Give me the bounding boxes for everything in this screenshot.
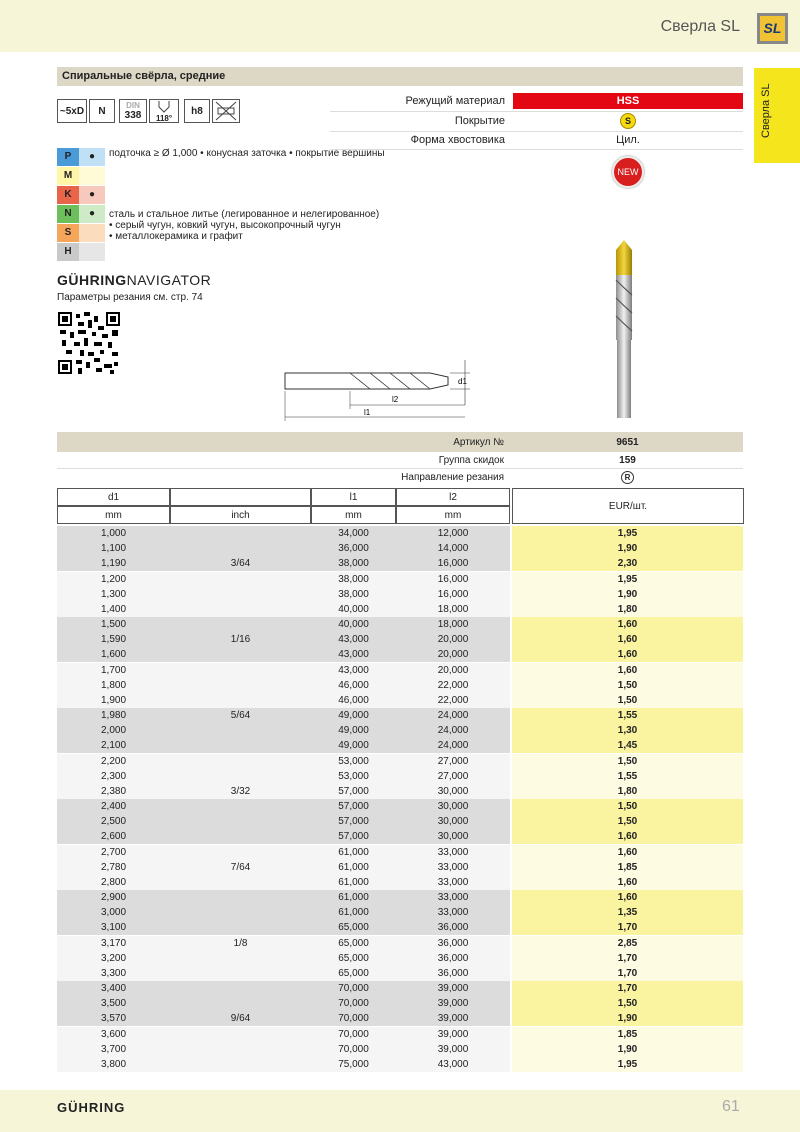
col-header-l1: l1 [311, 488, 396, 506]
cell-l1: 70,000 [338, 998, 369, 1009]
table-row [57, 693, 743, 708]
material-dot [79, 243, 105, 261]
diagram-label-l2: l2 [392, 395, 399, 404]
cell-l2: 30,000 [437, 785, 469, 797]
cell-d1: 1,900 [100, 694, 127, 706]
cell-price: 1,30 [617, 725, 638, 736]
drill-diagram [280, 355, 480, 425]
cell-d1: 3,400 [100, 983, 127, 994]
cell-l2: 36,000 [437, 967, 469, 979]
cell-d1: 1,100 [100, 543, 127, 554]
table-row [57, 587, 743, 602]
cell-l1: 46,000 [338, 679, 369, 691]
cell-l2: 39,000 [437, 1028, 469, 1040]
cell-l1: 49,000 [338, 740, 369, 751]
row-group [57, 708, 743, 753]
cell-price: 1,90 [617, 1043, 638, 1055]
cell-l1: 57,000 [338, 801, 369, 812]
cell-price: 1,45 [617, 740, 638, 751]
spec-label-coating: Покрытие [454, 115, 505, 127]
row-group [57, 890, 743, 935]
cell-d1: 2,900 [100, 892, 127, 903]
table-row [57, 920, 743, 935]
cell-l1: 36,000 [338, 543, 369, 554]
cell-d1: 3,800 [100, 1058, 127, 1070]
col-header-l2: l2 [396, 488, 510, 506]
material-dot [79, 167, 105, 185]
cell-l1: 43,000 [338, 649, 369, 660]
cell-l1: 40,000 [338, 619, 369, 630]
cell-price: 1,70 [617, 967, 638, 979]
table-row [57, 845, 743, 860]
din-icon: DIN 338 [119, 99, 147, 123]
cell-d1: 2,100 [100, 740, 127, 751]
cell-price: 1,80 [617, 603, 638, 615]
cell-l1: 61,000 [338, 876, 369, 888]
cell-price: 1,55 [617, 770, 638, 782]
cell-price: 1,60 [617, 831, 638, 842]
table-row [57, 814, 743, 829]
no-coolant-icon [212, 99, 240, 123]
row-group [57, 845, 743, 890]
cell-l2: 27,000 [437, 755, 469, 767]
table-row [57, 1011, 743, 1026]
cell-inch: 1/8 [233, 937, 248, 949]
cell-d1: 2,000 [100, 725, 127, 736]
material-code: M [57, 167, 79, 185]
cell-l2: 36,000 [437, 922, 469, 933]
diagram-label-d1: d1 [458, 377, 467, 386]
cell-price: 1,90 [617, 588, 638, 600]
table-row [57, 769, 743, 784]
footer-logo: GÜHRING [57, 1100, 126, 1115]
table-row [57, 647, 743, 662]
cell-l2: 27,000 [437, 770, 469, 782]
cell-l1: 38,000 [338, 588, 369, 600]
cell-l2: 30,000 [437, 831, 469, 842]
cell-d1: 1,980 [100, 710, 127, 721]
cell-d1: 1,200 [100, 573, 127, 585]
cell-price: 1,85 [617, 1028, 638, 1040]
table-row [57, 784, 743, 799]
table-row [57, 890, 743, 905]
cell-d1: 1,800 [100, 679, 127, 691]
row-group [57, 799, 743, 844]
cell-l2: 16,000 [437, 573, 469, 585]
material-group-s [57, 224, 105, 242]
length-icon: ~5xD [57, 99, 87, 123]
row-group [57, 1027, 743, 1072]
cell-l2: 24,000 [437, 740, 469, 751]
cell-l2: 18,000 [437, 603, 469, 615]
cell-inch: 3/64 [230, 558, 251, 569]
cell-l1: 43,000 [338, 664, 369, 676]
side-tab-label: Сверла SL [760, 83, 772, 138]
cell-l2: 30,000 [437, 816, 469, 827]
material-code: S [57, 224, 79, 242]
cell-l2: 20,000 [437, 664, 469, 676]
cell-d1: 2,500 [100, 816, 127, 827]
cell-d1: 3,500 [100, 998, 127, 1009]
material-code: H [57, 243, 79, 261]
cell-d1: 2,300 [100, 770, 127, 782]
cell-l1: 53,000 [338, 770, 369, 782]
cell-price: 2,85 [617, 937, 638, 949]
table-row [57, 541, 743, 556]
row-group [57, 526, 743, 571]
cell-l1: 38,000 [338, 573, 369, 585]
table-row [57, 526, 743, 541]
cell-d1: 3,170 [100, 937, 127, 949]
cell-price: 1,60 [617, 846, 638, 858]
cell-l1: 53,000 [338, 755, 369, 767]
material-code: P [57, 148, 79, 166]
cell-inch: 7/64 [230, 861, 251, 873]
article-number: 9651 [616, 437, 639, 448]
side-tab[interactable] [754, 68, 800, 163]
cell-price: 1,50 [617, 694, 638, 706]
section-title: Спиральные свёрла, средние [57, 67, 743, 86]
info-row-discount: Группа скидок 159 [57, 453, 743, 468]
cell-l2: 22,000 [437, 679, 469, 691]
cell-inch: 3/32 [230, 785, 251, 797]
cell-price: 1,70 [617, 952, 638, 964]
page-number: 61 [722, 1098, 740, 1115]
cell-price: 1,50 [617, 755, 638, 767]
row-group [57, 754, 743, 799]
cell-l2: 36,000 [437, 952, 469, 964]
cell-price: 1,50 [617, 816, 638, 827]
table-row [57, 799, 743, 814]
cell-d1: 3,570 [100, 1013, 127, 1024]
table-row [57, 936, 743, 951]
cell-d1: 1,600 [100, 649, 127, 660]
cell-price: 1,60 [617, 649, 638, 660]
cell-l2: 14,000 [437, 543, 469, 554]
cell-l2: 24,000 [437, 710, 469, 721]
cell-l2: 16,000 [437, 588, 469, 600]
cell-price: 1,70 [617, 983, 638, 994]
material-code: N [57, 205, 79, 223]
cell-l2: 33,000 [437, 846, 469, 858]
cell-d1: 2,200 [100, 755, 127, 767]
cell-d1: 3,200 [100, 952, 127, 964]
table-row [57, 572, 743, 587]
cell-l2: 20,000 [437, 649, 469, 660]
table-row [57, 708, 743, 723]
table-row [57, 981, 743, 996]
cell-l1: 57,000 [338, 831, 369, 842]
material-code: K [57, 186, 79, 204]
col-header-d1: d1 [57, 488, 170, 506]
cell-l1: 70,000 [338, 1013, 369, 1024]
material-dot [79, 224, 105, 242]
cell-l2: 33,000 [437, 876, 469, 888]
cell-l1: 70,000 [338, 1028, 369, 1040]
table-row [57, 738, 743, 753]
spec-label-material: Режущий материал [405, 95, 505, 107]
cell-d1: 2,380 [100, 785, 127, 797]
cell-price: 1,95 [617, 528, 638, 539]
cell-d1: 3,700 [100, 1043, 127, 1055]
cell-l2: 39,000 [437, 998, 469, 1009]
table-row [57, 617, 743, 632]
cell-l2: 39,000 [437, 1043, 469, 1055]
cell-l1: 70,000 [338, 1043, 369, 1055]
row-group [57, 936, 743, 981]
table-row [57, 754, 743, 769]
material-text-1: сталь и стальное литье (легированное и нелегированное) [109, 209, 380, 220]
cutting-direction-icon: R [621, 471, 634, 484]
material-group-h [57, 243, 105, 261]
new-badge: NEW [612, 156, 644, 188]
col-header-price: EUR/шт. [512, 488, 744, 524]
row-group [57, 572, 743, 617]
info-row-article: Артикул № 9651 [57, 435, 743, 450]
material-group-p [57, 148, 105, 166]
cell-price: 1,90 [617, 1013, 638, 1024]
cell-l1: 70,000 [338, 983, 369, 994]
cell-price: 1,80 [617, 785, 638, 797]
cell-d1: 3,300 [100, 967, 127, 979]
cell-l2: 18,000 [437, 619, 469, 630]
cell-l2: 43,000 [437, 1058, 469, 1070]
col-unit-inch: inch [170, 506, 311, 524]
table-row [57, 966, 743, 981]
cell-inch: 1/16 [230, 634, 251, 645]
cell-l1: 34,000 [338, 528, 369, 539]
coating-badge: S [620, 113, 636, 129]
cell-price: 1,70 [617, 922, 638, 933]
cell-d1: 1,000 [100, 528, 127, 539]
cell-l1: 65,000 [338, 922, 369, 933]
table-row [57, 996, 743, 1011]
cell-d1: 2,780 [100, 861, 127, 873]
cell-l1: 49,000 [338, 710, 369, 721]
cell-d1: 1,590 [100, 634, 127, 645]
cell-l1: 57,000 [338, 785, 369, 797]
row-group [57, 617, 743, 662]
table-row [57, 951, 743, 966]
row-group [57, 981, 743, 1026]
cell-l1: 61,000 [338, 846, 369, 858]
cell-d1: 3,600 [100, 1028, 127, 1040]
table-row [57, 875, 743, 890]
type-icon: N [89, 99, 115, 123]
cell-l1: 61,000 [338, 861, 369, 873]
cell-d1: 1,300 [100, 588, 127, 600]
material-text-2: • серый чугун, ковкий чугун, высокопрочный чугун [109, 220, 341, 231]
table-row [57, 1042, 743, 1057]
cell-l1: 57,000 [338, 816, 369, 827]
cell-d1: 1,190 [100, 558, 127, 569]
cell-d1: 3,000 [100, 907, 127, 918]
material-dot: ● [79, 186, 105, 204]
cell-d1: 3,100 [100, 922, 127, 933]
col-unit-l1: mm [311, 506, 396, 524]
cell-l1: 61,000 [338, 892, 369, 903]
cell-price: 2,30 [617, 558, 638, 569]
discount-group: 159 [619, 455, 636, 466]
cell-d1: 1,500 [100, 619, 127, 630]
col-header-blank [170, 488, 311, 506]
table-row [57, 556, 743, 571]
cell-l2: 33,000 [437, 861, 469, 873]
cell-price: 1,55 [617, 710, 638, 721]
cell-price: 1,95 [617, 1058, 638, 1070]
material-group-m [57, 167, 105, 185]
cell-l1: 75,000 [338, 1058, 369, 1070]
material-dot: ● [79, 148, 105, 166]
cell-inch: 9/64 [230, 1013, 251, 1024]
diagram-label-l1: l1 [364, 408, 371, 417]
drill-image [606, 240, 642, 420]
cell-l2: 39,000 [437, 1013, 469, 1024]
cell-price: 1,60 [617, 664, 638, 676]
angle-icon: 118° [149, 99, 179, 123]
cell-price: 1,85 [617, 861, 638, 873]
cell-l2: 30,000 [437, 801, 469, 812]
table-row [57, 663, 743, 678]
cell-price: 1,90 [617, 543, 638, 554]
cell-l1: 61,000 [338, 907, 369, 918]
table-row [57, 1057, 743, 1072]
cell-price: 1,50 [617, 998, 638, 1009]
col-unit-d1: mm [57, 506, 170, 524]
cell-d1: 1,700 [100, 664, 127, 676]
material-text-3: • металлокерамика и графит [109, 231, 243, 242]
cell-l1: 65,000 [338, 967, 369, 979]
col-unit-l2: mm [396, 506, 510, 524]
tolerance-icon: h8 [184, 99, 210, 123]
cell-d1: 2,700 [100, 846, 127, 858]
info-row-direction: Направление резания [401, 472, 504, 483]
cell-d1: 1,400 [100, 603, 127, 615]
cell-d1: 2,600 [100, 831, 127, 842]
cell-l1: 40,000 [338, 603, 369, 615]
cell-l1: 46,000 [338, 694, 369, 706]
material-text-p: подточка ≥ Ø 1,000 • конусная заточка • покрытие вершины [109, 148, 385, 159]
brand-logo: GÜHRINGNAVIGATOR [57, 272, 212, 288]
table-row [57, 860, 743, 875]
cell-l1: 65,000 [338, 937, 369, 949]
cell-d1: 2,800 [100, 876, 127, 888]
cell-price: 1,35 [617, 907, 638, 918]
spec-label-shank: Форма хвостовика [410, 134, 505, 146]
cell-l2: 39,000 [437, 983, 469, 994]
cell-l2: 24,000 [437, 725, 469, 736]
cell-l1: 43,000 [338, 634, 369, 645]
cell-price: 1,60 [617, 634, 638, 645]
cell-l1: 65,000 [338, 952, 369, 964]
cell-inch: 5/64 [230, 710, 251, 721]
table-row [57, 602, 743, 617]
cutting-params-link[interactable]: Параметры резания см. стр. 74 [57, 292, 203, 303]
cell-price: 1,95 [617, 573, 638, 585]
sl-logo: SL [757, 13, 788, 44]
table-row [57, 678, 743, 693]
cell-price: 1,50 [617, 679, 638, 691]
spec-value-shank: Цил. [616, 134, 640, 146]
table-row [57, 829, 743, 844]
cell-l2: 12,000 [437, 528, 469, 539]
cell-price: 1,60 [617, 876, 638, 888]
cell-l1: 38,000 [338, 558, 369, 569]
qr-code[interactable] [58, 312, 120, 374]
cell-l2: 16,000 [437, 558, 469, 569]
spec-value-material: HSS [513, 93, 743, 109]
cell-l2: 22,000 [437, 694, 469, 706]
cell-l2: 33,000 [437, 907, 469, 918]
cell-price: 1,50 [617, 801, 638, 812]
material-group-k [57, 186, 105, 204]
cell-price: 1,60 [617, 619, 638, 630]
table-row [57, 723, 743, 738]
table-row [57, 632, 743, 647]
page-header-title: Сверла SL [660, 18, 740, 35]
table-row [57, 905, 743, 920]
row-group [57, 663, 743, 708]
table-row [57, 1027, 743, 1042]
cell-l2: 20,000 [437, 634, 469, 645]
cell-l2: 33,000 [437, 892, 469, 903]
material-group-n [57, 205, 105, 223]
material-dot: ● [79, 205, 105, 223]
cell-d1: 2,400 [100, 801, 127, 812]
cell-l1: 49,000 [338, 725, 369, 736]
cell-price: 1,60 [617, 892, 638, 903]
cell-l2: 36,000 [437, 937, 469, 949]
